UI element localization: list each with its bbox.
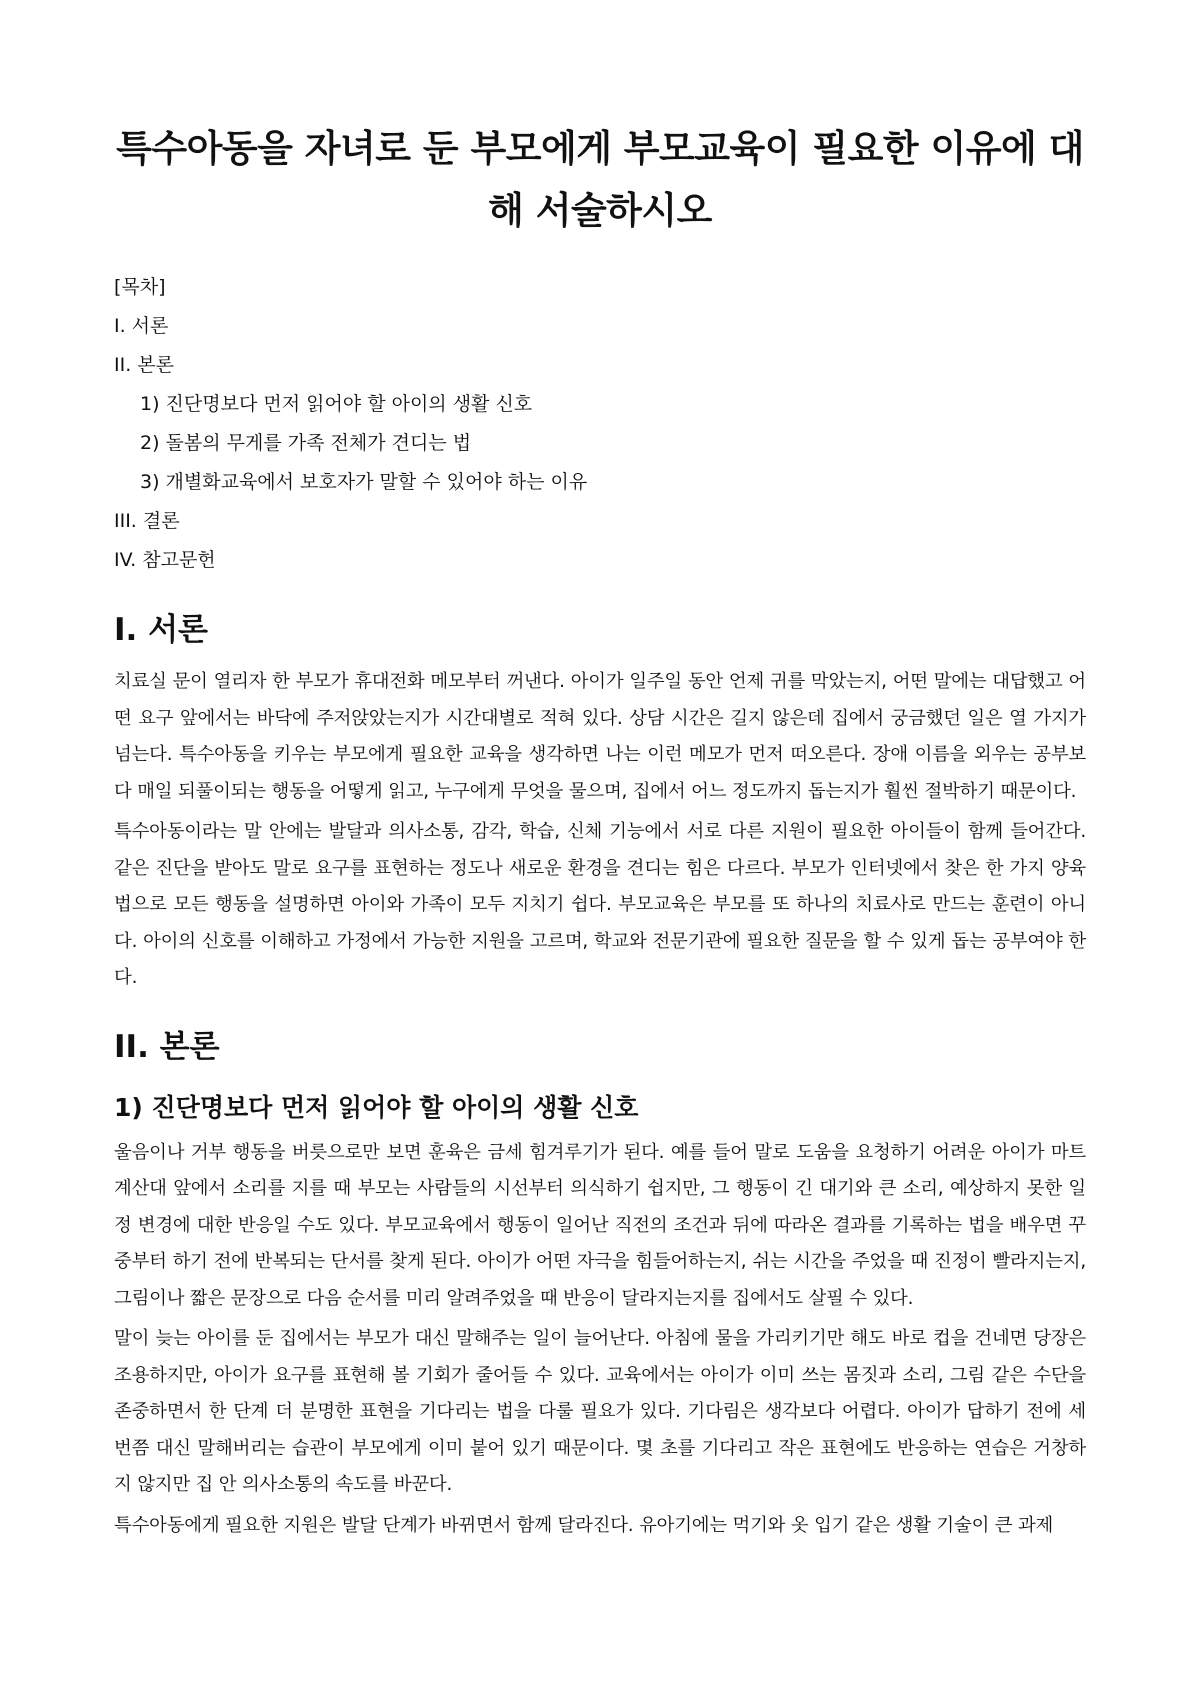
section-heading-body: II. 본론: [114, 1028, 220, 1065]
toc-item: III. 결론: [114, 510, 180, 532]
body-paragraph: 울음이나 거부 행동을 버릇으로만 보면 훈육은 금세 힘겨루기가 된다. 예를 들어 말로 도움을 요청하기 어려운 아이가 마트 계산대 앞에서 소리를 지를 때 부모는 사람들의 시선부터 의식하기 쉽지만, 그 행동이 긴 대기와 큰 소리, 예상하지 못한 일정 변경에 대한 반응일 수도 있다. 부모교육에서 행동이 일어난 직전의 조건과 뒤에 따라온 결과를 기록하는 법을 배우면 꾸중부터 하기 전에 반복되는 단서를 찾게 된다. 아이가 어떤 자극을 힘들어하는지, 쉬는 시간을 주었을 때 진정이 빨라지는지, 그림이나 짧은 문장으로 다음 순서를 미리 알려주었을 때 반응이 달라지는지를 집에서도 살필 수 있다.: [114, 1141, 1086, 1309]
intro-paragraph: 치료실 문이 열리자 한 부모가 휴대전화 메모부터 꺼낸다. 아이가 일주일 동안 언제 귀를 막았는지, 어떤 말에는 대답했고 어떤 요구 앞에서는 바닥에 주저앉았는지가 시간대별로 적혀 있다. 상담 시간은 길지 않은데 집에서 궁금했던 일은 열 가지가 넘는다. 특수아동을 키우는 부모에게 필요한 교육을 생각하면 나는 이런 메모가 먼저 떠오른다. 장애 이름을 외우는 공부보다 매일 되풀이되는 행동을 어떻게 읽고, 누구에게 무엇을 물으며, 집에서 어느 정도까지 돕는지가 훨씬 절박하기 때문이다.: [114, 671, 1086, 802]
toc-subitem: 2) 돌봄의 무게를 가족 전체가 견디는 법: [140, 432, 472, 454]
toc-item: I. 서론: [114, 315, 169, 337]
toc-item: II. 본론: [114, 354, 174, 376]
body-paragraph: 특수아동에게 필요한 지원은 발달 단계가 바뀌면서 함께 달라진다. 유아기에는 먹기와 옷 입기 같은 생활 기술이 큰 과제: [114, 1514, 1054, 1536]
toc-heading: [목차]: [114, 276, 166, 298]
table-of-contents: [114, 268, 1086, 580]
toc-subitem: 3) 개별화교육에서 보호자가 말할 수 있어야 하는 이유: [140, 471, 588, 493]
subsection-heading: 1) 진단명보다 먼저 읽어야 할 아이의 생활 신호: [114, 1092, 639, 1122]
document-title: 특수아동을 자녀로 둔 부모에게 부모교육이 필요한 이유에 대해 서술하시오: [116, 127, 1084, 232]
toc-subitem: 1) 진단명보다 먼저 읽어야 할 아이의 생활 신호: [140, 393, 533, 415]
section-heading-intro: I. 서론: [114, 612, 208, 648]
body-paragraph: 말이 늦는 아이를 둔 집에서는 부모가 대신 말해주는 일이 늘어난다. 아침에 물을 가리키기만 해도 바로 컵을 건네면 당장은 조용하지만, 아이가 요구를 표현해 볼 기회가 줄어들 수 있다. 교육에서는 아이가 이미 쓰는 몸짓과 소리, 그림 같은 수단을 존중하면서 한 단계 더 분명한 표현을 기다리는 법을 다룰 필요가 있다. 기다림은 생각보다 어렵다. 아이가 답하기 전에 세 번쯤 대신 말해버리는 습관이 부모에게 이미 붙어 있기 때문이다. 몇 초를 기다리고 작은 표현에도 반응하는 연습은 거창하지 않지만 집 안 의사소통의 속도를 바꾼다.: [114, 1328, 1086, 1495]
intro-paragraph: 특수아동이라는 말 안에는 발달과 의사소통, 감각, 학습, 신체 기능에서 서로 다른 지원이 필요한 아이들이 함께 들어간다. 같은 진단을 받아도 말로 요구를 표현하는 정도나 새로운 환경을 견디는 힘은 다르다. 부모가 인터넷에서 찾은 한 가지 양육법으로 모든 행동을 설명하면 아이와 가족이 모두 지치기 쉽다. 부모교육은 부모를 또 하나의 치료사로 만드는 훈련이 아니다. 아이의 신호를 이해하고 가정에서 가능한 지원을 고르며, 학교와 전문기관에 필요한 질문을 할 수 있게 돕는 공부여야 한다.: [114, 821, 1086, 988]
toc-item: IV. 참고문헌: [114, 549, 216, 571]
